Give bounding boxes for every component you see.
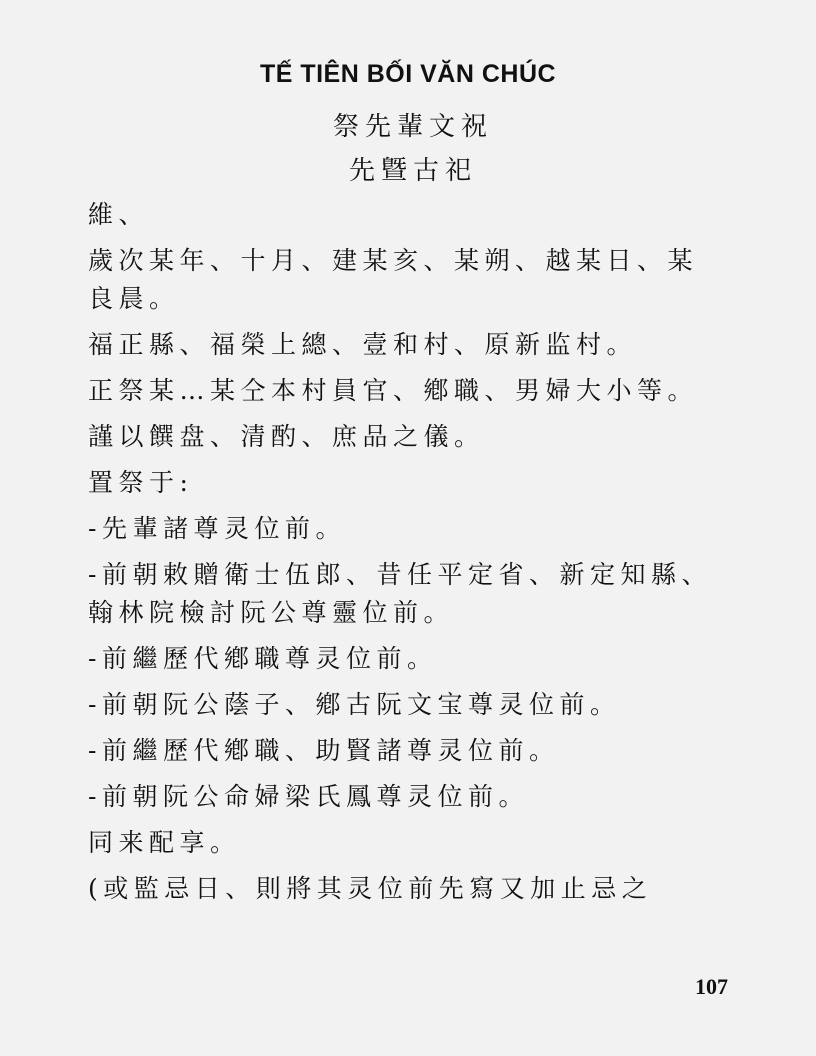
page-title: TẾ TIÊN BỐI VĂN CHÚC [259,60,557,88]
text-line: 同来配享。 [88,828,241,857]
text-line: -前朝阮公蔭子、鄕古阮文宝尊灵位前。 [88,690,621,719]
han-title: 祭先輩文祝 [332,112,493,142]
text-line: 正祭某…某仝本村員官、鄕職、男婦大小等。 [88,376,699,405]
text-line: (或監忌日、則將其灵位前先寫又加止忌之 [88,874,653,903]
text-line: -前朝阮公命婦梁氏鳳尊灵位前。 [88,782,529,811]
text-line: 置祭于: [88,468,194,497]
page-number: 107 [695,974,728,999]
text-line: -先輩諸尊灵位前。 [88,514,346,543]
text-line: -前繼歷代鄕職尊灵位前。 [88,644,438,673]
text-line: 謹以饌盘、清酌、庶品之儀。 [88,422,485,451]
text-line: -前朝敕贈衛士伍郎、昔任平定省、新定知縣、翰林院檢討阮公尊靈位前。 [88,560,712,627]
text-line: 福正縣、福榮上總、壹和村、原新监村。 [88,330,638,359]
prayer-text [88,196,728,916]
han-subtitle: 先曁古祀 [348,156,477,186]
text-line: 歲次某年、十月、建某亥、某朔、越某日、某良晨。 [88,246,699,313]
text-line: 維、 [88,200,150,229]
text-line: -前繼歷代鄕職、助賢諸尊灵位前。 [88,736,560,765]
